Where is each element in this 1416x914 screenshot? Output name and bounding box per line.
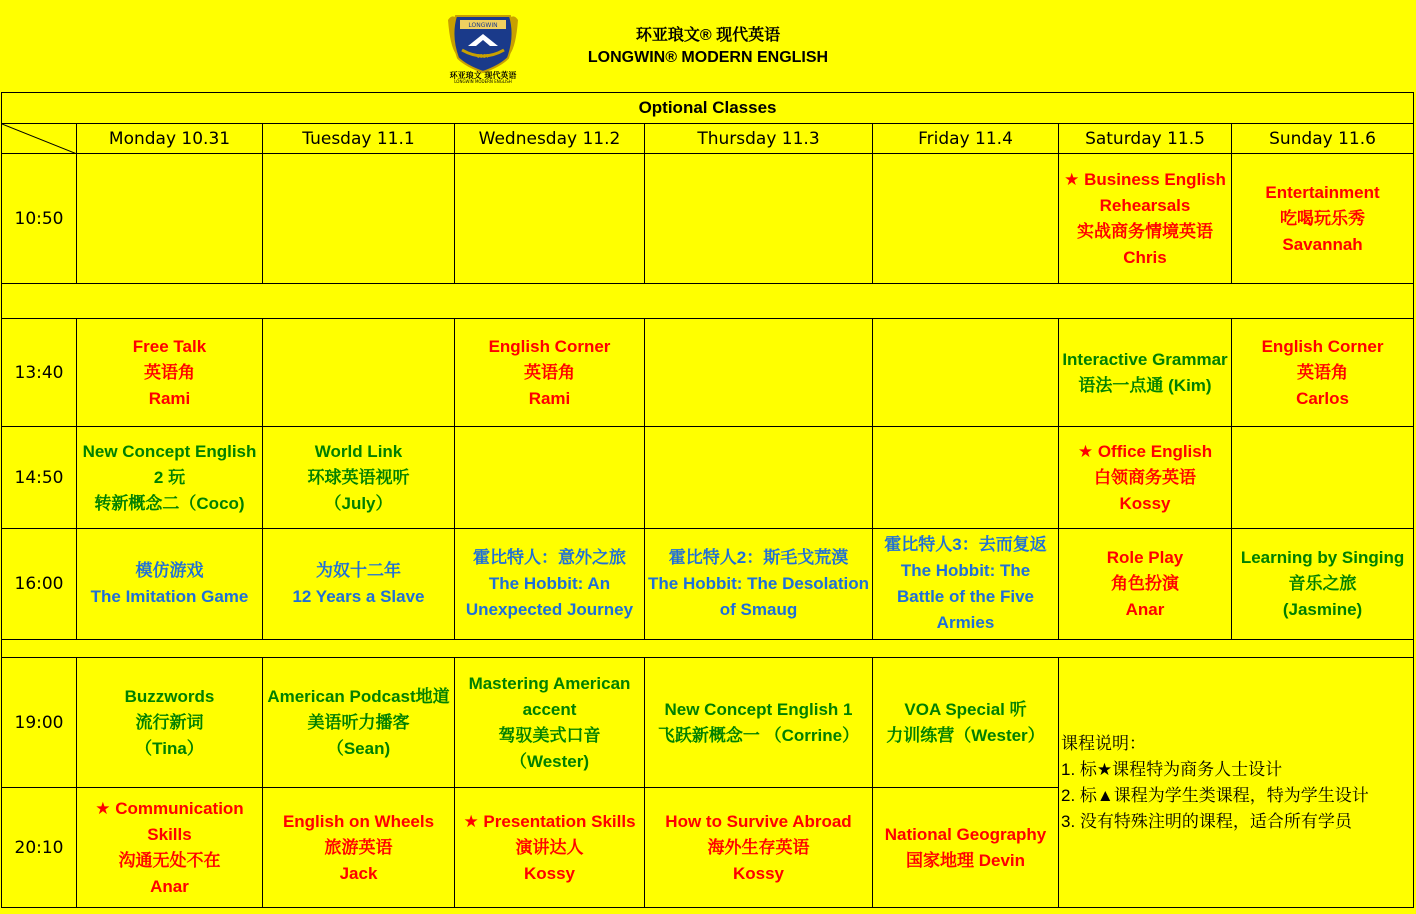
class-mon-2010 — [77, 788, 263, 908]
class-title-cn: 英语角 — [144, 362, 195, 382]
class-title-cn: 模仿游戏 — [135, 561, 204, 580]
gap-row — [2, 284, 1414, 319]
class-thu-2010 — [645, 788, 873, 908]
class-title-cn: 吃喝玩乐秀 — [1280, 208, 1366, 228]
class-sun-1600 — [1232, 529, 1414, 640]
class-wed-1340 — [455, 319, 645, 427]
class-title: English Corner — [1261, 336, 1384, 356]
gap-row-2 — [2, 640, 1414, 658]
day-friday: Friday 11.4 — [873, 124, 1059, 154]
day-thursday: Thursday 11.3 — [645, 124, 873, 154]
class-sun-1340 — [1232, 319, 1414, 427]
cell-tue-1050 — [263, 154, 455, 284]
row-1050 — [2, 154, 1414, 284]
class-teacher: Carlos — [1296, 388, 1349, 408]
class-sat-1450 — [1059, 427, 1232, 529]
class-teacher: Kossy — [1119, 493, 1171, 513]
class-title-cn: 转新概念二（Coco) — [94, 493, 245, 513]
cell-fri-1450 — [873, 427, 1059, 529]
time-2010: 20:10 — [2, 788, 77, 908]
class-mon-1600 — [77, 529, 263, 640]
class-teacher: Chris — [1123, 247, 1167, 267]
class-title-cn: 霍比特人：意外之旅 — [473, 548, 626, 567]
class-title-cn: 飞跃新概念一 （Corrine） — [657, 725, 860, 745]
day-sunday: Sunday 11.6 — [1232, 124, 1414, 154]
class-title-cn: 实战商务情境英语 — [1077, 221, 1213, 241]
class-teacher: Rami — [148, 388, 191, 408]
row-1600 — [2, 529, 1414, 640]
class-title-cn: 霍比特人3：去而复返 — [884, 535, 1047, 554]
class-sun-1050 — [1232, 154, 1414, 284]
notes-item: 2. 标▲课程为学生类课程，特为学生设计 — [1061, 785, 1369, 805]
class-teacher: （Tina） — [135, 738, 204, 758]
class-title-cn: 霍比特人2：斯毛戈荒漠 — [668, 548, 849, 567]
class-title-cn: 环球英语视听 — [307, 467, 410, 487]
class-tue-2010 — [263, 788, 455, 908]
day-tuesday: Tuesday 11.1 — [263, 124, 455, 154]
time-1900: 19:00 — [2, 658, 77, 788]
class-title: English Corner — [488, 336, 611, 356]
time-1340: 13:40 — [2, 319, 77, 427]
longwin-logo — [446, 6, 520, 84]
class-tue-1450 — [263, 427, 455, 529]
class-title: 12 Years a Slave — [292, 587, 425, 606]
class-title-cn: 英语角 — [1297, 362, 1349, 382]
class-mon-1900 — [77, 658, 263, 788]
day-header-row — [2, 124, 1414, 154]
class-teacher: (Jasmine) — [1282, 600, 1363, 619]
class-title: American Podcast地道美语听力播客 — [267, 686, 450, 732]
class-title-cn: 国家地理 Devin — [905, 850, 1026, 870]
class-tue-1600 — [263, 529, 455, 640]
cell-fri-1050 — [873, 154, 1059, 284]
class-title-cn: 演讲达人 — [515, 837, 584, 857]
day-monday: Monday 10.31 — [77, 124, 263, 154]
class-thu-1600 — [645, 529, 873, 640]
cell-fri-1340 — [873, 319, 1059, 427]
class-teacher: Savannah — [1282, 234, 1363, 254]
notes-item: 1. 标★课程特为商务人士设计 — [1061, 759, 1283, 779]
class-title-cn: 语法一点通 (Kim) — [1078, 375, 1212, 395]
class-title: Mastering American accent — [468, 673, 631, 719]
class-title: How to Survive Abroad — [665, 811, 852, 831]
class-wed-1600 — [455, 529, 645, 640]
cell-wed-1050 — [455, 154, 645, 284]
day-wednesday: Wednesday 11.2 — [455, 124, 645, 154]
class-thu-1900 — [645, 658, 873, 788]
class-title: World Link — [314, 441, 403, 461]
class-title-cn: 旅游英语 — [324, 837, 393, 857]
logo-year: 1997 — [476, 54, 490, 60]
cell-thu-1340 — [645, 319, 873, 427]
class-title-cn: 为奴十二年 — [316, 561, 401, 580]
class-teacher: （Sean) — [326, 738, 391, 758]
class-title: New Concept English 1 — [664, 699, 853, 719]
class-fri-1600 — [873, 529, 1059, 640]
logo-text-cn: 环亚琅文 现代英语 — [449, 71, 517, 80]
table-title: Optional Classes — [2, 93, 1414, 124]
cell-thu-1050 — [645, 154, 873, 284]
class-title-cn: 驾驭美式口音 — [498, 725, 601, 745]
class-sat-1050 — [1059, 154, 1232, 284]
header — [0, 0, 1416, 90]
class-title: ★ Presentation Skills — [463, 811, 636, 831]
cell-tue-1340 — [263, 319, 455, 427]
class-title-cn: 力训练营（Wester） — [886, 725, 1045, 745]
class-teacher: （July） — [324, 493, 393, 513]
time-1450: 14:50 — [2, 427, 77, 529]
class-title-cn: 白领商务英语 — [1094, 467, 1196, 487]
notes-heading: 课程说明： — [1061, 733, 1146, 753]
corner-diagonal-cell — [2, 124, 77, 154]
class-title-cn: 角色扮演 — [1111, 574, 1179, 593]
class-teacher: Anar — [150, 876, 189, 896]
class-title: New Concept English 2 玩 — [82, 441, 257, 487]
class-title: The Imitation Game — [90, 587, 249, 606]
class-title-cn: 海外生存英语 — [707, 837, 810, 857]
cell-wed-1450 — [455, 427, 645, 529]
cell-sun-1450 — [1232, 427, 1414, 529]
class-title-cn: 流行新词 — [135, 712, 204, 732]
class-title: Buzzwords — [124, 686, 215, 706]
class-title: The Hobbit: An Unexpected Journey — [465, 574, 634, 619]
row-1900 — [2, 658, 1414, 788]
day-saturday: Saturday 11.5 — [1059, 124, 1232, 154]
class-title: Entertainment — [1265, 182, 1380, 202]
brand-name-cn: 环亚琅文® 现代英语 — [635, 27, 781, 44]
logo-text-top: LONGWIN — [468, 22, 498, 29]
notes-item: 3. 没有特殊注明的课程，适合所有学员 — [1061, 811, 1352, 831]
class-title: ★ Office English — [1077, 441, 1213, 461]
class-title: The Hobbit: The Desolation of Smaug — [648, 574, 869, 619]
class-wed-2010 — [455, 788, 645, 908]
class-teacher: Rami — [528, 388, 571, 408]
class-title: ★ Business English Rehearsals — [1064, 169, 1226, 215]
schedule-table — [1, 92, 1414, 908]
class-sat-1340 — [1059, 319, 1232, 427]
class-teacher: Kossy — [732, 863, 785, 883]
class-mon-1450 — [77, 427, 263, 529]
gap-cell — [2, 640, 1414, 658]
class-fri-1900 — [873, 658, 1059, 788]
class-title: The Hobbit: The Battle of the Five Armies — [897, 561, 1034, 632]
class-teacher: Anar — [1125, 600, 1165, 619]
logo-text-en: LONGWIN MODERN ENGLISH — [454, 79, 512, 84]
course-notes — [1059, 658, 1414, 908]
class-teacher: （Wester) — [509, 751, 590, 771]
class-title-cn: 英语角 — [524, 362, 575, 382]
class-title: Learning by Singing 音乐之旅 — [1240, 548, 1405, 593]
class-sat-1600 — [1059, 529, 1232, 640]
class-title: National Geography — [884, 824, 1047, 844]
class-mon-1340 — [77, 319, 263, 427]
class-teacher: Jack — [339, 863, 378, 883]
class-title: English on Wheels — [282, 811, 435, 831]
brand-name-en: LONGWIN® MODERN ENGLISH — [587, 49, 829, 66]
row-1340 — [2, 319, 1414, 427]
class-title: VOA Special 听 — [904, 699, 1027, 719]
cell-thu-1450 — [645, 427, 873, 529]
class-title: ★ Communication Skills — [95, 798, 244, 844]
class-teacher: Kossy — [523, 863, 576, 883]
class-title: Free Talk — [132, 336, 207, 356]
class-tue-1900 — [263, 658, 455, 788]
cell-mon-1050 — [77, 154, 263, 284]
class-fri-2010 — [873, 788, 1059, 908]
class-title: Role Play — [1106, 548, 1184, 567]
class-wed-1900 — [455, 658, 645, 788]
time-1600: 16:00 — [2, 529, 77, 640]
class-title: Interactive Grammar — [1062, 349, 1228, 369]
gap-cell — [2, 284, 1414, 319]
row-1450 — [2, 427, 1414, 529]
class-title-cn: 沟通无处不在 — [118, 850, 221, 870]
time-1050: 10:50 — [2, 154, 77, 284]
